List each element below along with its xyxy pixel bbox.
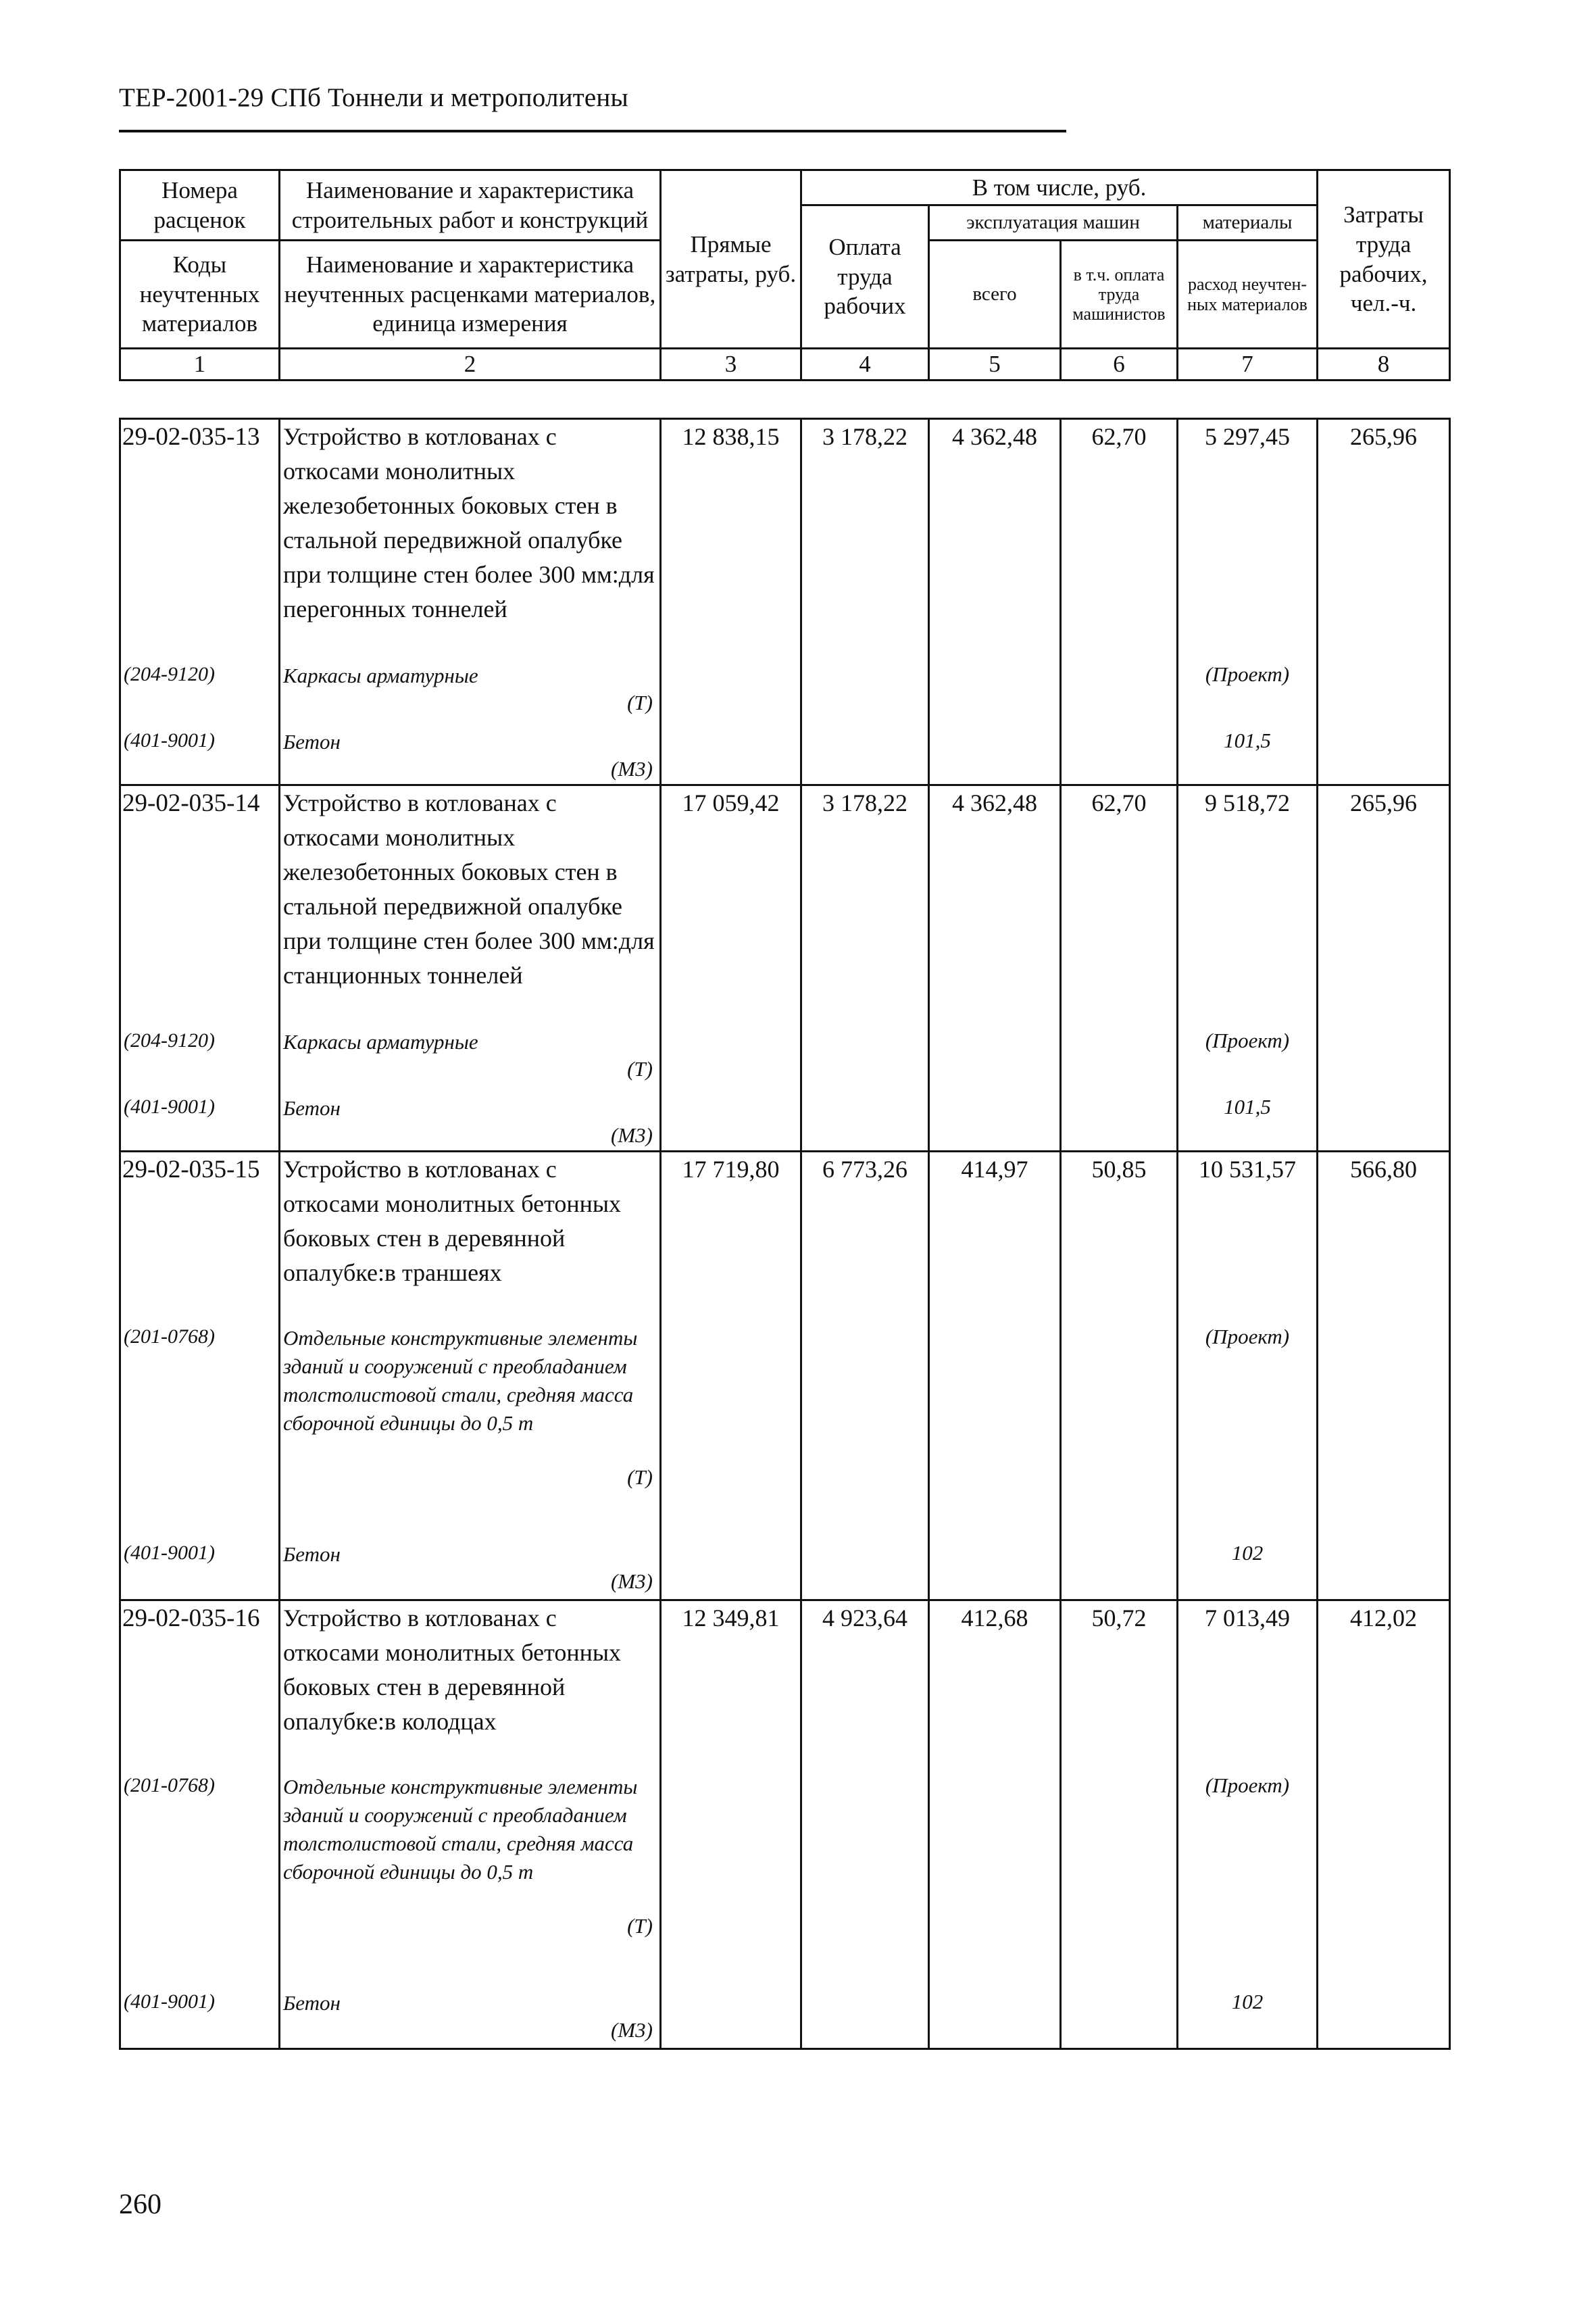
material-name: Каркасы арматурные bbox=[283, 663, 478, 687]
rate-code: 29-02-035-14 bbox=[120, 785, 280, 1027]
material-unit: (Т) bbox=[627, 1465, 653, 1489]
rate-row bbox=[120, 785, 1450, 1027]
rate-code: 29-02-035-13 bbox=[120, 419, 280, 661]
material-code: (401-9001) bbox=[120, 1540, 280, 1600]
col-work-name: Наименование и характеристика строительных работ и конструкций bbox=[280, 170, 661, 241]
title-rule bbox=[119, 130, 1066, 132]
material-name: Бетон bbox=[283, 1542, 341, 1566]
material-name: Отдельные конструктивные элементы зданий и сооружений с преобладанием толстолистовой стали, средняя масса сборочной единицы до 0,5 т bbox=[283, 1325, 638, 1435]
labor-hours: 265,96 bbox=[1318, 785, 1450, 1027]
material-code: (401-9001) bbox=[120, 1988, 280, 2049]
col-group-including: В том числе, руб. bbox=[801, 170, 1318, 205]
operators-pay: 50,72 bbox=[1061, 1600, 1178, 1772]
rate-name: Устройство в котлованах с откосами монолитных железобетонных боковых стен в стальной передвижной опалубке при толщине стен более 300 мм:для станционных тоннелей bbox=[280, 785, 661, 1027]
material-row bbox=[120, 1772, 1450, 1988]
table-header bbox=[119, 169, 1451, 381]
material-code: (204-9120) bbox=[120, 661, 280, 727]
material-row bbox=[120, 1323, 1450, 1540]
worker-pay: 6 773,26 bbox=[801, 1152, 929, 1323]
material-quantity: (Проект) bbox=[1178, 1772, 1318, 1988]
material-code: (201-0768) bbox=[120, 1772, 280, 1988]
col-number-1: 1 bbox=[120, 349, 280, 381]
direct-costs: 17 719,80 bbox=[661, 1152, 801, 1323]
rates-table bbox=[119, 418, 1451, 2050]
labor-hours: 412,02 bbox=[1318, 1600, 1450, 1772]
material-quantity: (Проект) bbox=[1178, 1027, 1318, 1094]
material-name: Бетон bbox=[283, 1096, 341, 1120]
direct-costs: 17 059,42 bbox=[661, 785, 801, 1027]
material-quantity: 102 bbox=[1178, 1988, 1318, 2049]
material-row bbox=[120, 727, 1450, 785]
labor-hours: 265,96 bbox=[1318, 419, 1450, 661]
material-unit: (М3) bbox=[611, 2017, 653, 2042]
materials-cost: 5 297,45 bbox=[1178, 419, 1318, 661]
col-number-3: 3 bbox=[661, 349, 801, 381]
material-quantity: 102 bbox=[1178, 1540, 1318, 1600]
worker-pay: 4 923,64 bbox=[801, 1600, 929, 1772]
material-unit: (Т) bbox=[627, 1056, 653, 1081]
direct-costs: 12 349,81 bbox=[661, 1600, 801, 1772]
material-row bbox=[120, 1988, 1450, 2049]
materials-cost: 9 518,72 bbox=[1178, 785, 1318, 1027]
col-labor-hours: Затраты труда рабочих, чел.-ч. bbox=[1318, 170, 1450, 349]
material-name: Бетон bbox=[283, 1990, 341, 2015]
col-machines-total: всего bbox=[929, 241, 1061, 349]
material-name: Каркасы арматурные bbox=[283, 1029, 478, 1054]
material-code: (401-9001) bbox=[120, 1094, 280, 1152]
material-unit: (М3) bbox=[611, 1569, 653, 1593]
rate-row bbox=[120, 419, 1450, 661]
col-number-6: 6 bbox=[1061, 349, 1178, 381]
material-row bbox=[120, 1027, 1450, 1094]
col-material-codes: Коды неучтенных материалов bbox=[120, 241, 280, 349]
direct-costs: 12 838,15 bbox=[661, 419, 801, 661]
material-row bbox=[120, 661, 1450, 727]
col-number-2: 2 bbox=[280, 349, 661, 381]
rate-name: Устройство в котлованах с откосами монолитных бетонных боковых стен в деревянной опалубке:в колодцах bbox=[280, 1600, 661, 1772]
worker-pay: 3 178,22 bbox=[801, 419, 929, 661]
col-group-machines: эксплуатация машин bbox=[929, 205, 1178, 241]
operators-pay: 62,70 bbox=[1061, 785, 1178, 1027]
operators-pay: 62,70 bbox=[1061, 419, 1178, 661]
col-material-name: Наименование и характеристика неучтенных расценками материалов, единица измерения bbox=[280, 241, 661, 349]
labor-hours: 566,80 bbox=[1318, 1152, 1450, 1323]
materials-cost: 7 013,49 bbox=[1178, 1600, 1318, 1772]
material-code: (204-9120) bbox=[120, 1027, 280, 1094]
material-quantity: (Проект) bbox=[1178, 1323, 1318, 1540]
materials-cost: 10 531,57 bbox=[1178, 1152, 1318, 1323]
material-unit: (М3) bbox=[611, 756, 653, 781]
rate-name: Устройство в котлованах с откосами монолитных железобетонных боковых стен в стальной передвижной опалубке при толщине стен более 300 мм:для перегонных тоннелей bbox=[280, 419, 661, 661]
col-material-consumption: расход неучтен-ных материалов bbox=[1178, 241, 1318, 349]
rate-row bbox=[120, 1152, 1450, 1323]
machines-total: 412,68 bbox=[929, 1600, 1061, 1772]
material-name: Бетон bbox=[283, 729, 341, 754]
material-quantity: 101,5 bbox=[1178, 1094, 1318, 1152]
col-number-4: 4 bbox=[801, 349, 929, 381]
worker-pay: 3 178,22 bbox=[801, 785, 929, 1027]
material-row bbox=[120, 1540, 1450, 1600]
machines-total: 4 362,48 bbox=[929, 419, 1061, 661]
material-unit: (Т) bbox=[627, 690, 653, 714]
rate-row bbox=[120, 1600, 1450, 1772]
rate-code: 29-02-035-15 bbox=[120, 1152, 280, 1323]
rate-code: 29-02-035-16 bbox=[120, 1600, 280, 1772]
col-number-5: 5 bbox=[929, 349, 1061, 381]
material-row bbox=[120, 1094, 1450, 1152]
col-number-8: 8 bbox=[1318, 349, 1450, 381]
col-rate-numbers: Номера расценок bbox=[120, 170, 280, 241]
rate-name: Устройство в котлованах с откосами монолитных бетонных боковых стен в деревянной опалубке:в траншеях bbox=[280, 1152, 661, 1323]
col-worker-pay: Оплата труда рабочих bbox=[801, 205, 929, 349]
page-number: 260 bbox=[119, 2189, 161, 2220]
running-title: ТЕР-2001-29 СПб Тоннели и метрополитены bbox=[119, 83, 628, 112]
machines-total: 414,97 bbox=[929, 1152, 1061, 1323]
col-group-materials: материалы bbox=[1178, 205, 1318, 241]
col-number-7: 7 bbox=[1178, 349, 1318, 381]
col-direct-costs: Прямые затраты, руб. bbox=[661, 170, 801, 349]
material-code: (401-9001) bbox=[120, 727, 280, 785]
col-operators-pay: в т.ч. оплата труда машинистов bbox=[1061, 241, 1178, 349]
material-unit: (Т) bbox=[627, 1913, 653, 1938]
material-quantity: 101,5 bbox=[1178, 727, 1318, 785]
material-unit: (М3) bbox=[611, 1123, 653, 1147]
material-quantity: (Проект) bbox=[1178, 661, 1318, 727]
material-name: Отдельные конструктивные элементы зданий и сооружений с преобладанием толстолистовой стали, средняя масса сборочной единицы до 0,5 т bbox=[283, 1774, 638, 1884]
machines-total: 4 362,48 bbox=[929, 785, 1061, 1027]
material-code: (201-0768) bbox=[120, 1323, 280, 1540]
operators-pay: 50,85 bbox=[1061, 1152, 1178, 1323]
